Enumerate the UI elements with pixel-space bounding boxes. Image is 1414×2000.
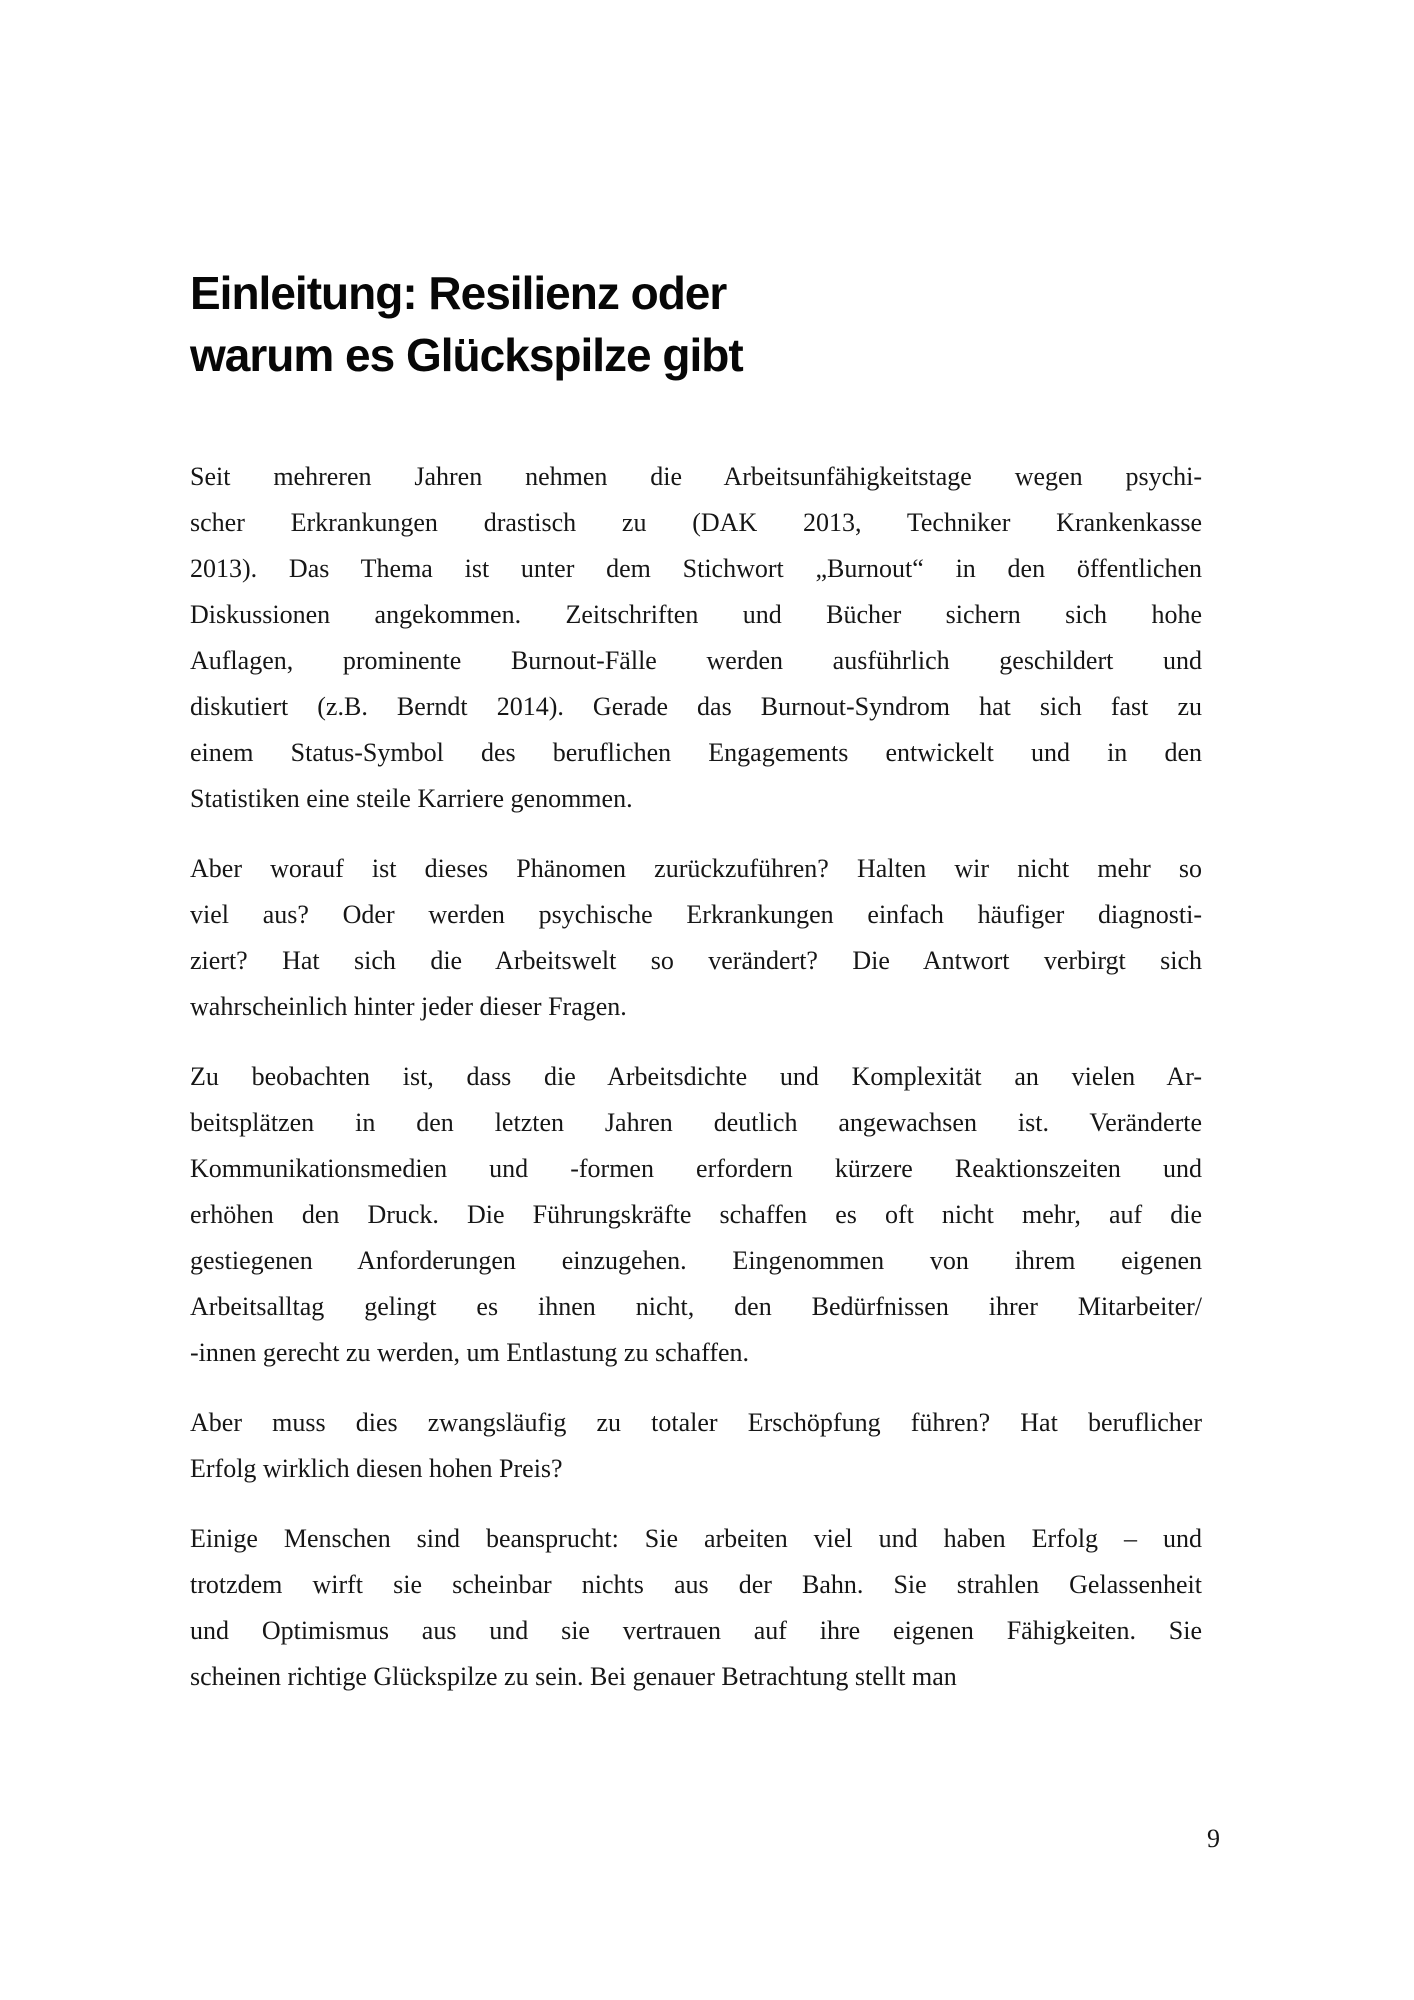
text-line: Diskussionen angekommen. Zeitschriften und Bücher sichern sich hohe [190, 600, 1202, 629]
text-line: Einige Menschen sind beansprucht: Sie arbeiten viel und haben Erfolg – und [190, 1524, 1202, 1553]
text-line: Aber muss dies zwangsläufig zu totaler Erschöpfung führen? Hat beruflicher [190, 1408, 1202, 1437]
text-line: wahrscheinlich hinter jeder dieser Fragen. [190, 992, 627, 1021]
text-line: scher Erkrankungen drastisch zu (DAK 2013, Techniker Krankenkasse [190, 508, 1202, 537]
paragraph [190, 1400, 1202, 1492]
text-line: Arbeitsalltag gelingt es ihnen nicht, den Bedürfnissen ihrer Mitarbeiter/ [190, 1292, 1202, 1321]
text-line: Seit mehreren Jahren nehmen die Arbeitsunfähigkeitstage wegen psychi- [190, 462, 1202, 491]
chapter-title-line-2: warum es Glückspilze gibt [190, 329, 743, 381]
text-line: scheinen richtige Glückspilze zu sein. Bei genauer Betrachtung stellt man [190, 1662, 957, 1691]
text-line: 2013). Das Thema ist unter dem Stichwort „Burnout“ in den öffentlichen [190, 554, 1202, 583]
body-text [190, 454, 1202, 1724]
text-line: einem Status-Symbol des beruflichen Engagements entwickelt und in den [190, 738, 1202, 767]
page-number: 9 [1207, 1824, 1220, 1853]
text-line: -innen gerecht zu werden, um Entlastung zu schaffen. [190, 1338, 750, 1367]
paragraph [190, 454, 1202, 822]
text-line: beitsplätzen in den letzten Jahren deutlich angewachsen ist. Veränderte [190, 1108, 1202, 1137]
text-line: Zu beobachten ist, dass die Arbeitsdichte und Komplexität an vielen Ar- [190, 1062, 1202, 1091]
text-line: gestiegenen Anforderungen einzugehen. Eingenommen von ihrem eigenen [190, 1246, 1202, 1275]
chapter-title [190, 262, 743, 386]
paragraph [190, 1516, 1202, 1700]
text-line: Auflagen, prominente Burnout-Fälle werden ausführlich geschildert und [190, 646, 1202, 675]
text-line: viel aus? Oder werden psychische Erkrankungen einfach häufiger diagnosti- [190, 900, 1202, 929]
paragraph [190, 1054, 1202, 1376]
text-line: Kommunikationsmedien und -formen erfordern kürzere Reaktionszeiten und [190, 1154, 1202, 1183]
text-line: Erfolg wirklich diesen hohen Preis? [190, 1454, 563, 1483]
text-line: diskutiert (z.B. Berndt 2014). Gerade das Burnout-Syndrom hat sich fast zu [190, 692, 1202, 721]
chapter-title-line-1: Einleitung: Resilienz oder [190, 267, 727, 319]
paragraph [190, 846, 1202, 1030]
text-line: und Optimismus aus und sie vertrauen auf ihre eigenen Fähigkeiten. Sie [190, 1616, 1202, 1645]
text-line: ziert? Hat sich die Arbeitswelt so verändert? Die Antwort verbirgt sich [190, 946, 1202, 975]
text-line: erhöhen den Druck. Die Führungskräfte schaffen es oft nicht mehr, auf die [190, 1200, 1202, 1229]
text-line: trotzdem wirft sie scheinbar nichts aus der Bahn. Sie strahlen Gelassenheit [190, 1570, 1202, 1599]
text-line: Aber worauf ist dieses Phänomen zurückzuführen? Halten wir nicht mehr so [190, 854, 1202, 883]
text-line: Statistiken eine steile Karriere genommen. [190, 784, 633, 813]
